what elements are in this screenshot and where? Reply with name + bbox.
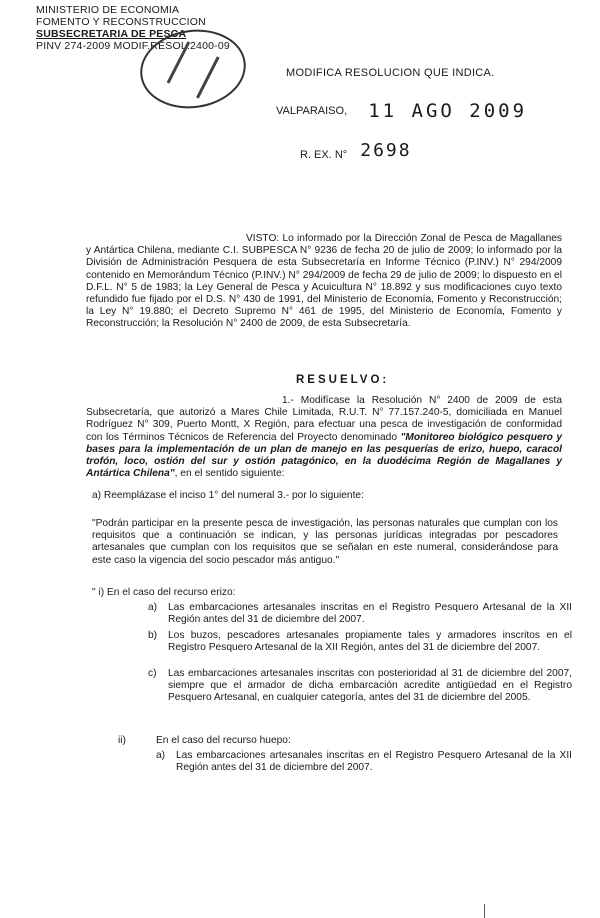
visto-paragraph: VISTO: Lo informado por la Dirección Zonal de Pesca de Magallanes y Antártica Chilena, mediante C.I. SUBPESCA N° 9236 de fecha 20 de julio de 2009; lo informado por la División de Administración Pesquera de esta Subsecretaría en Informe Técnico (P.INV.) N° 294/2009 contenido en Memorándum Técnico (P.INV.) N° 294/2009 de fecha 29 de julio de 2009; lo dispuesto en el D.F.L. N° 5 de 1983; la Ley General de Pesca y Acuicultura N° 18.892 y sus modificaciones cuyo texto refundido fue fijado por el D.S. N° 430 de 1991, del Ministerio de Economía, Fomento y Reconstrucción; la Ley N° 19.880; el Decreto Supremo N° 461 de 1995, del Ministerio de Economía, Fomento y Reconstrucción; la Resolución N° 2400 de 2009, de esta Subsecretaría. [86,233,562,330]
resolution-title: MODIFICA RESOLUCION QUE INDICA. [286,67,495,79]
point-1-text-a: 1.- Modifícase la Resolución N° 2400 de 2009 de esta Subsecretaría, que autorizó a Mares Chile Limitada, R.U.T. N° 77.157.240-5, domiciliada en Manuel Rodríguez N° 309, Puerto Montt, X Región, para efectuar una pesca de investigación de conformidad con los Términos Técnicos de Referencia del Proyecto denominado [86,395,562,443]
letterhead-reference: PINV 274-2009 MODIF.RESOL.2400-09 [36,40,230,52]
list-item-marker: c) [148,668,157,679]
list-item-marker: b) [148,630,158,641]
resolution-date-line [276,100,527,122]
page-edge-mark [484,904,485,918]
list-item-marker: a) [148,602,158,613]
quoted-paragraph: "Podrán participar en la presente pesca de investigación, las personas naturales que cumplan con los requisitos que a continuación se indican, y las personas jurídicas integradas por pescadores artesanales que cumplan con los requisitos que se señalan en este numeral, considerándose para este caso la vigencia del socio pescador más antiguo." [92,518,558,566]
letterhead-ministry: MINISTERIO DE ECONOMIA [36,4,180,16]
resolution-number-line [300,140,412,161]
list-item-text: Los buzos, pescadores artesanales propiamente tales y armadores inscritos en el Registro Pesquero Artesanal de la XII Región, antes del 31 de diciembre del 2007. [168,630,572,654]
section-ii-label: En el caso del recurso huepo: [156,735,291,746]
resolution-date: 11 AGO 2009 [368,100,528,122]
resuelvo-heading: RESUELVO: [296,374,390,386]
letterhead-subsecretaria: SUBSECRETARIA DE PESCA [36,28,187,40]
list-item-text: Las embarcaciones artesanales inscritas con posterioridad al 31 de diciembre del 2007, siempre que el armador de dicha embarcación acredite antigüedad en el Registro Pesquero Artesanal, en cualquier categoría, antes del 31 de diciembre del 2005. [168,668,572,704]
letterhead-ministry-2: FOMENTO Y RECONSTRUCCION [36,16,206,28]
resolution-number-label: R. EX. N° [300,149,348,161]
list-item-text: Las embarcaciones artesanales inscritas en el Registro Pesquero Artesanal de la XII Región antes del 31 de diciembre del 2007. [176,750,572,774]
project-name: "Monitoreo biológico pesquero y bases para la implementación de un plan de manejo en las pesquerías de erizo, huepo, caracol trofón, loco, ostión del sur y ostión patagónico, en la duodécima Región de Magallanes y Antártica Chilena" [86,431,562,480]
resolution-number: 2698 [360,140,412,161]
section-ii-marker: ii) [118,735,126,746]
list-item-marker: a) [156,750,166,761]
item-a-heading: a) Reemplázase el inciso 1° del numeral 3.- por lo siguiente: [92,490,364,501]
resolution-city: VALPARAISO, [276,105,348,117]
point-1-text-b: , en el sentido siguiente: [174,468,285,480]
section-i-label: " i) En el caso del recurso erizo: [92,587,236,598]
list-item-text: Las embarcaciones artesanales inscritas en el Registro Pesquero Artesanal de la XII Región antes del 31 de diciembre del 2007. [168,602,572,626]
point-1-paragraph [86,395,562,480]
stamp-signature-icon [167,41,220,98]
